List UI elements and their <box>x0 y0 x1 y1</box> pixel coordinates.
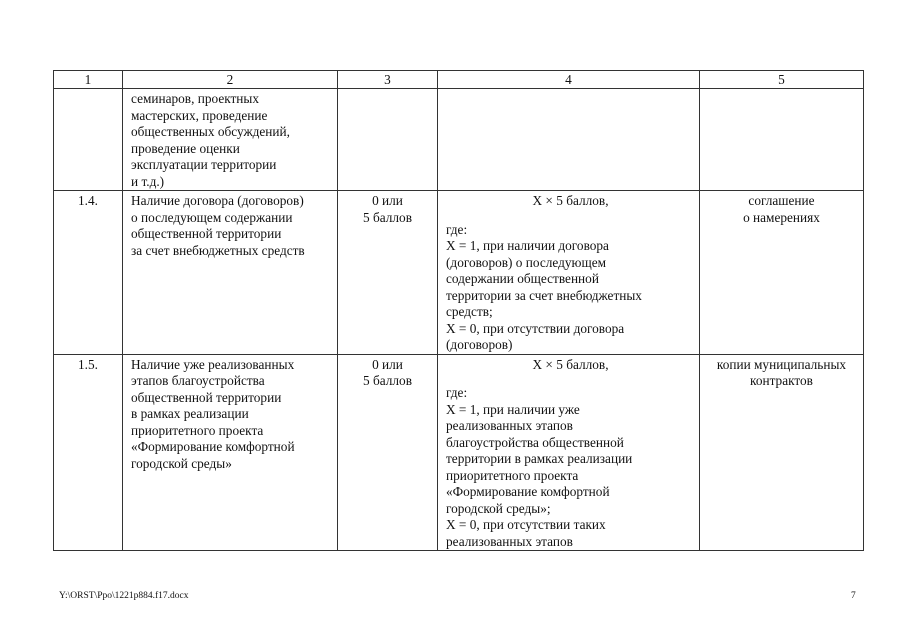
document-line: копии муниципальных <box>716 356 847 372</box>
formula-line: где: <box>446 385 468 400</box>
criterion-name-line: общественной территории <box>131 226 282 241</box>
criterion-name-line: общественной территории <box>131 389 282 405</box>
formula-line: (договоров) о последующем <box>446 254 607 270</box>
document-cell <box>700 89 864 191</box>
document-line: контрактов <box>750 373 813 388</box>
points-line: 0 или <box>372 356 403 372</box>
formula-line: X = 0, при отсутствии таких <box>446 517 606 532</box>
points-cell <box>338 354 438 551</box>
header-col-3: 3 <box>338 71 438 89</box>
formula-line: реализованных этапов <box>446 418 573 433</box>
criterion-name-line: и т.д.) <box>131 173 165 189</box>
criteria-table <box>53 70 864 551</box>
formula-line: городской среды»; <box>446 500 551 516</box>
formula-line: где: <box>446 221 468 237</box>
criterion-name-line: этапов благоустройства <box>131 373 265 388</box>
formula-line: содержании общественной <box>446 271 599 286</box>
document-cell <box>700 354 864 551</box>
formula-line: X = 1, при наличии уже <box>446 401 580 417</box>
criterion-name-line: за счет внебюджетных средств <box>131 242 305 258</box>
footer-page-number: 7 <box>851 591 856 601</box>
criterion-name <box>123 191 338 355</box>
formula-line: X = 0, при отсутствии договора <box>446 320 625 336</box>
formula-title: X × 5 баллов, <box>532 193 609 208</box>
formula-cell <box>438 191 700 355</box>
formula-line: приоритетного проекта <box>446 467 579 483</box>
formula-line: X = 1, при наличии договора <box>446 238 609 253</box>
formula-line: (договоров) <box>446 337 513 352</box>
criterion-name-line: о последующем содержании <box>131 209 293 225</box>
document-cell <box>700 191 864 355</box>
table-row <box>54 354 864 551</box>
row-number: 1.4. <box>54 191 123 355</box>
criterion-name-line: в рамках реализации <box>131 406 249 421</box>
criterion-name-line: семинаров, проектных <box>131 91 260 106</box>
criterion-name-line: городской среды» <box>131 455 232 471</box>
formula-line: территории за счет внебюджетных <box>446 287 642 303</box>
criterion-name <box>123 354 338 551</box>
criterion-name-line: общественных обсуждений, <box>131 124 290 139</box>
header-col-5: 5 <box>700 71 864 89</box>
footer-file-path: Y:\ORST\Ppo\1221p884.f17.docx <box>59 591 189 601</box>
header-col-2: 2 <box>123 71 338 89</box>
criterion-name-line: «Формирование комфортной <box>131 439 295 454</box>
document-line: о намерениях <box>743 209 820 225</box>
formula-cell <box>438 89 700 191</box>
points-line: 0 или <box>372 193 403 208</box>
table-row <box>54 191 864 355</box>
formula-cell <box>438 354 700 551</box>
formula-line: реализованных этапов <box>446 533 573 549</box>
points-cell <box>338 191 438 355</box>
criterion-name-line: Наличие договора (договоров) <box>131 193 304 208</box>
formula-line: «Формирование комфортной <box>446 484 610 499</box>
criterion-name-line: приоритетного проекта <box>131 422 264 438</box>
criterion-name-line: проведение оценки <box>131 140 240 156</box>
row-number: 1.5. <box>54 354 123 551</box>
header-col-4: 4 <box>438 71 700 89</box>
criterion-name-line: мастерских, проведение <box>131 107 268 123</box>
header-col-1: 1 <box>54 71 123 89</box>
criterion-name-line: Наличие уже реализованных <box>131 356 295 372</box>
points-line: 5 баллов <box>363 373 412 388</box>
table-row <box>54 89 864 191</box>
points-line: 5 баллов <box>363 209 412 225</box>
points-cell <box>338 89 438 191</box>
formula-line: территории в рамках реализации <box>446 451 633 466</box>
criterion-name-line: эксплуатации территории <box>131 157 277 172</box>
formula-line: благоустройства общественной <box>446 434 624 450</box>
formula-line: средств; <box>446 304 493 319</box>
criterion-name <box>123 89 338 191</box>
row-number <box>54 89 123 191</box>
formula-title: X × 5 баллов, <box>532 356 609 372</box>
header-row <box>54 71 864 89</box>
document-line: соглашение <box>748 193 815 208</box>
